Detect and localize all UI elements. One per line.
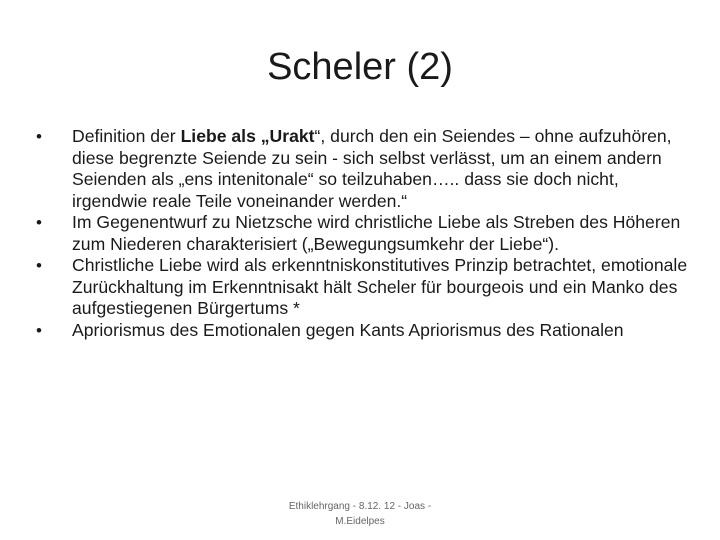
bullet-item-erkenntnis bbox=[36, 255, 688, 320]
bullet-text: Im Gegenentwurf zu Nietzsche wird christliche Liebe als Streben des Höheren zum Niederen charakterisiert („Bewegungsumkehr der Liebe“). bbox=[72, 212, 681, 254]
bullet-item-nietzsche bbox=[36, 212, 688, 255]
bullet-text-intro: Definition der bbox=[72, 126, 181, 146]
slide-title: Scheler (2) bbox=[267, 46, 453, 88]
bullet-list bbox=[36, 126, 688, 341]
bullet-item-apriorismus bbox=[36, 320, 688, 342]
bullet-text: Christliche Liebe wird als erkenntniskonstitutives Prinzip betrachtet, emotionale Zurückhaltung im Erkenntnisakt hält Scheler für bourgeois und ein Manko des aufgestiegenen Bürgertums * bbox=[72, 255, 688, 318]
bullet-item-definition bbox=[36, 126, 688, 212]
bullet-text-bold: Liebe als „Urakt bbox=[180, 126, 315, 146]
bullet-text: Apriorismus des Emotionalen gegen Kants Apriorismus des Rationalen bbox=[72, 319, 624, 340]
bullet-marker: • bbox=[36, 256, 42, 275]
slide-footer bbox=[260, 499, 460, 529]
bullet-marker: • bbox=[36, 213, 42, 232]
bullet-marker: • bbox=[36, 320, 42, 340]
bullet-text-rest: “, durch den ein Seiendes – ohne aufzuhören, diese begrenzte Seiende zu sein - sich selbst verlässt, um an einem andern Seienden als „ens intenitonale“ so teilzuhaben….. dass sie doch nicht, irgendwie reale Teile voneinander werden.“ bbox=[72, 126, 672, 211]
footer-line-1: Ethiklehrgang - 8.12. 12 - Joas - bbox=[288, 501, 432, 512]
bullet-marker: • bbox=[36, 127, 42, 146]
footer-line-2: M.Eidelpes bbox=[335, 516, 385, 527]
